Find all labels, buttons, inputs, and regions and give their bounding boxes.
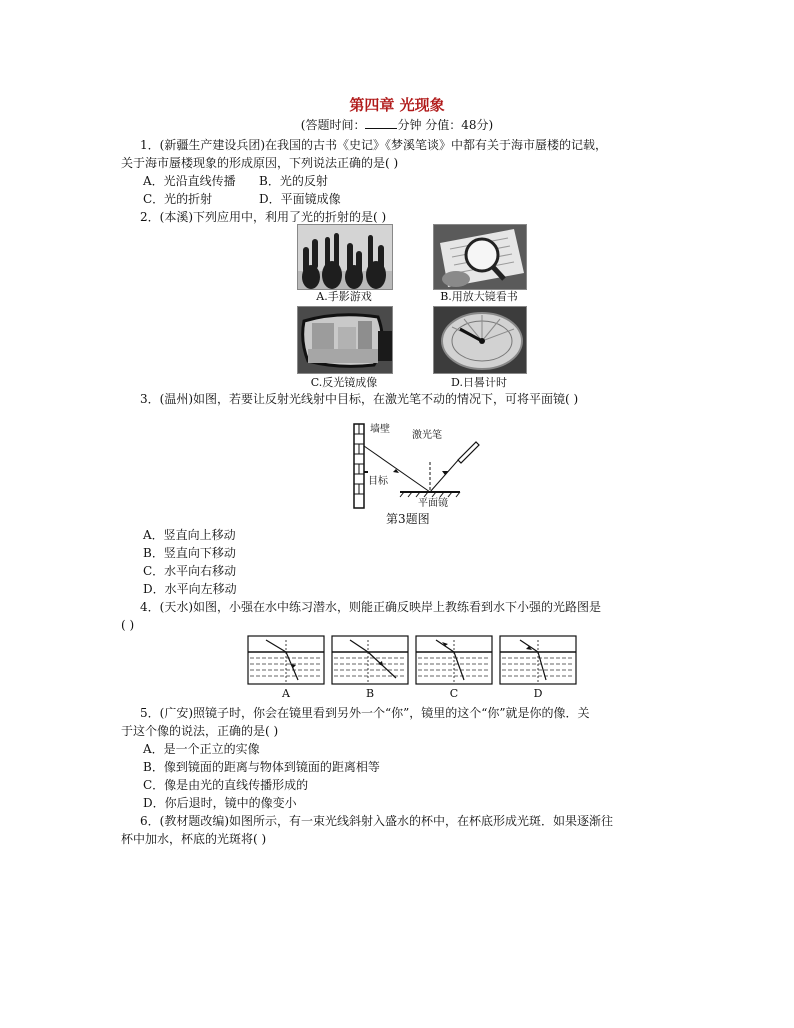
q6-stem-line1: 6．(教材题改编)如图所示，有一束光线斜射入盛水的杯中，在杯底形成光斑．如果逐渐往 xyxy=(140,814,614,828)
q2-caption-a: A.手影游戏 xyxy=(316,290,372,303)
q3-option-c[interactable]: C．水平向右移动 xyxy=(143,564,237,578)
q4-option-a-diagram xyxy=(248,636,324,684)
q4-figures xyxy=(246,634,586,706)
q4-stem-line2: ( ) xyxy=(121,618,135,632)
chapter-title: 第四章 光现象 xyxy=(349,96,445,114)
q5-option-a[interactable]: A．是一个正立的实像 xyxy=(143,742,260,756)
q6-stem-line2: 杯中加水，杯底的光斑将( ) xyxy=(121,832,267,846)
q3-label-wall: 墙壁 xyxy=(370,424,390,435)
sundial-photo xyxy=(433,306,527,374)
car-mirror-photo xyxy=(297,306,393,374)
answer-info xyxy=(0,118,794,132)
q5-stem-line2: 于这个像的说法，正确的是( ) xyxy=(121,724,279,738)
q3-stem: 3．(温州)如图，若要让反射光线射中目标，在激光笔不动的情况下，可将平面镜( ) xyxy=(140,392,579,406)
q3-label-target: 目标 xyxy=(368,476,388,487)
q4-option-b-diagram xyxy=(332,636,408,684)
q2-caption-d: D.日晷计时 xyxy=(451,376,507,389)
q2-caption-b: B.用放大镜看书 xyxy=(440,290,518,303)
q3-option-b[interactable]: B．竖直向下移动 xyxy=(143,546,236,560)
q1-option-b[interactable]: B．光的反射 xyxy=(259,174,328,188)
q4-label-c[interactable]: C xyxy=(449,687,459,700)
q3-option-d[interactable]: D．水平向左移动 xyxy=(143,582,237,596)
q3-figure xyxy=(350,422,480,512)
q3-option-a[interactable]: A．竖直向上移动 xyxy=(143,528,236,542)
hand-shadow-photo xyxy=(297,224,393,290)
score-label: 分钟 分值：48分) xyxy=(397,118,494,132)
answer-time-label: (答题时间： xyxy=(300,118,366,132)
q4-label-d[interactable]: D xyxy=(533,687,543,700)
q4-label-a[interactable]: A xyxy=(282,687,290,700)
q4-label-b[interactable]: B xyxy=(365,687,375,700)
q3-figure-caption: 第3题图 xyxy=(386,512,430,526)
q1-option-d[interactable]: D．平面镜成像 xyxy=(259,192,341,206)
q1-option-a[interactable]: A．光沿直线传播 xyxy=(143,174,236,188)
q5-option-d[interactable]: D．你后退时，镜中的像变小 xyxy=(143,796,297,810)
q3-label-laser: 激光笔 xyxy=(412,430,442,441)
q5-option-b[interactable]: B．像到镜面的距离与物体到镜面的距离相等 xyxy=(143,760,380,774)
q4-option-c-diagram xyxy=(416,636,492,684)
q1-option-c[interactable]: C．光的折射 xyxy=(143,192,213,206)
q3-label-mirror: 平面镜 xyxy=(418,498,448,509)
q5-option-c[interactable]: C．像是由光的直线传播形成的 xyxy=(143,778,309,792)
magnifier-photo xyxy=(433,224,527,290)
q2-stem: 2．(本溪)下列应用中，利用了光的折射的是( ) xyxy=(140,210,387,224)
blank-minutes[interactable] xyxy=(365,118,397,129)
q1-stem-line1: 1．(新疆生产建设兵团)在我国的古书《史记》《梦溪笔谈》中都有关于海市蜃楼的记载， xyxy=(140,138,608,152)
q5-stem-line1: 5．(广安)照镜子时，你会在镜里看到另外一个“你”，镜里的这个“你”就是你的像．关 xyxy=(140,706,590,720)
q4-option-d-diagram xyxy=(500,636,576,684)
q2-caption-c: C.反光镜成像 xyxy=(310,376,378,389)
q4-stem-line1: 4．(天水)如图，小强在水中练习潜水，则能正确反映岸上教练看到水下小强的光路图是 xyxy=(140,600,602,614)
q1-stem-line2: 关于海市蜃楼现象的形成原因，下列说法正确的是( ) xyxy=(121,156,399,170)
